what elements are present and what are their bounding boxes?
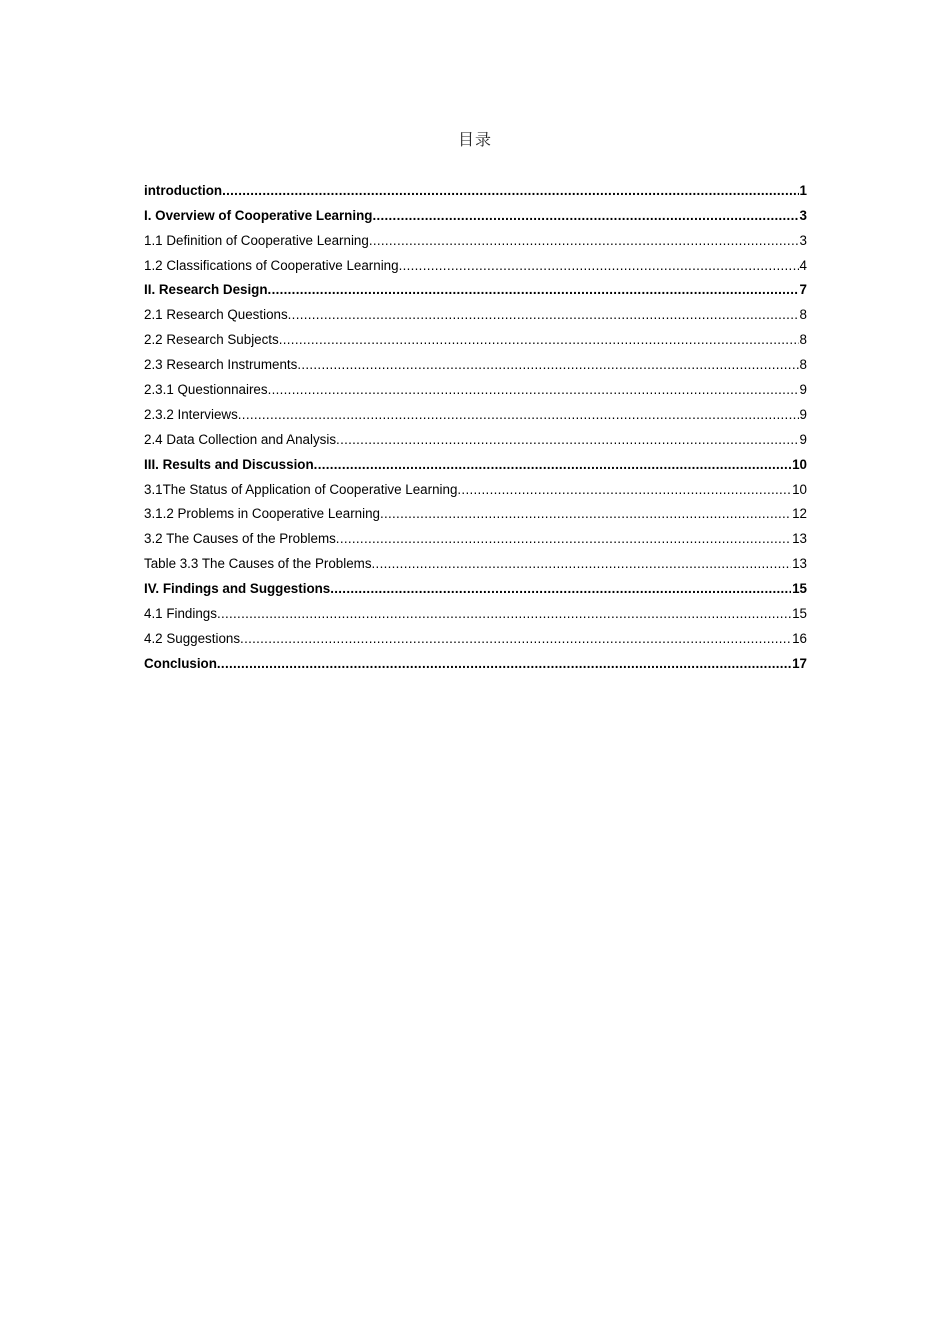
toc-entry-page-number: 4 xyxy=(799,257,807,273)
toc-entry-page-number: 13 xyxy=(792,556,807,572)
toc-entry-page-number: 7 xyxy=(799,282,807,298)
toc-entry-label: 3.1.2 Problems in Cooperative Learning xyxy=(144,506,380,522)
toc-entry[interactable] xyxy=(144,325,807,350)
toc-entry[interactable] xyxy=(144,276,807,301)
toc-entry-label: III. Results and Discussion xyxy=(144,456,314,472)
toc-entry[interactable] xyxy=(144,400,807,425)
toc-leader-dots xyxy=(336,529,791,549)
toc-entry[interactable] xyxy=(144,300,807,325)
toc-entry-page-number: 9 xyxy=(799,406,807,422)
toc-entry-label: introduction xyxy=(144,182,223,198)
toc-entry-page-number: 9 xyxy=(799,431,807,447)
toc-entry[interactable] xyxy=(144,574,807,599)
toc-entry-page-number: 3 xyxy=(799,207,807,223)
toc-entry-label: 2.4 Data Collection and Analysis xyxy=(144,431,337,447)
toc-entry-label: II. Research Design xyxy=(144,282,268,298)
toc-leader-dots xyxy=(336,430,799,450)
toc-entry[interactable] xyxy=(144,649,807,674)
toc-entry[interactable] xyxy=(144,624,807,649)
toc-entry-page-number: 8 xyxy=(799,332,807,348)
toc-entry-label: 4.1 Findings xyxy=(144,606,217,622)
toc-leader-dots xyxy=(372,206,798,226)
toc-leader-dots xyxy=(372,554,792,574)
toc-leader-dots xyxy=(288,305,799,325)
toc-entry-page-number: 9 xyxy=(799,382,807,398)
toc-entry[interactable] xyxy=(144,251,807,276)
toc-entry-page-number: 1 xyxy=(799,182,807,198)
toc-leader-dots xyxy=(217,604,791,624)
toc-entry-label: 2.3.1 Questionnaires xyxy=(144,382,268,398)
toc-leader-dots xyxy=(330,579,791,599)
toc-entry[interactable] xyxy=(144,524,807,549)
toc-entry-page-number: 15 xyxy=(792,606,807,622)
toc-leader-dots xyxy=(314,455,791,475)
toc-entry-label: 1.2 Classifications of Cooperative Learning xyxy=(144,257,399,273)
toc-entry-label: IV. Findings and Suggestions xyxy=(144,581,331,597)
toc-entry-page-number: 10 xyxy=(792,456,807,472)
toc-entry-page-number: 8 xyxy=(799,307,807,323)
toc-entry-page-number: 17 xyxy=(792,655,807,671)
toc-leader-dots xyxy=(457,480,791,500)
toc-entry[interactable] xyxy=(144,425,807,450)
toc-entry-label: 2.1 Research Questions xyxy=(144,307,288,323)
toc-leader-dots xyxy=(240,629,791,649)
toc-entry-page-number: 10 xyxy=(792,481,807,497)
table-of-contents xyxy=(144,176,807,674)
toc-entry-label: I. Overview of Cooperative Learning xyxy=(144,207,373,223)
toc-entry-page-number: 13 xyxy=(792,531,807,547)
toc-leader-dots xyxy=(399,256,799,276)
toc-entry[interactable] xyxy=(144,500,807,525)
toc-leader-dots xyxy=(380,504,791,524)
toc-entry[interactable] xyxy=(144,599,807,624)
toc-entry-page-number: 8 xyxy=(799,357,807,373)
toc-entry[interactable] xyxy=(144,549,807,574)
toc-entry[interactable] xyxy=(144,375,807,400)
toc-entry-page-number: 12 xyxy=(792,506,807,522)
toc-entry-page-number: 3 xyxy=(799,232,807,248)
toc-leader-dots xyxy=(268,280,799,300)
toc-entry-label: 1.1 Definition of Cooperative Learning xyxy=(144,232,369,248)
toc-entry[interactable] xyxy=(144,201,807,226)
toc-entry-label: 4.2 Suggestions xyxy=(144,630,241,646)
toc-leader-dots xyxy=(268,380,799,400)
toc-entry-page-number: 16 xyxy=(792,630,807,646)
toc-entry[interactable] xyxy=(144,176,807,201)
toc-leader-dots xyxy=(217,654,791,674)
toc-entry-label: Table 3.3 The Causes of the Problems xyxy=(144,556,372,572)
toc-entry-label: Conclusion xyxy=(144,655,217,671)
toc-leader-dots xyxy=(238,405,799,425)
toc-entry-label: 2.3.2 Interviews xyxy=(144,406,238,422)
toc-leader-dots xyxy=(297,355,798,375)
toc-entry-label: 3.1The Status of Application of Cooperative Learning xyxy=(144,481,458,497)
toc-leader-dots xyxy=(279,330,799,350)
toc-entry[interactable] xyxy=(144,475,807,500)
toc-entry[interactable] xyxy=(144,350,807,375)
toc-entry-label: 2.3 Research Instruments xyxy=(144,357,298,373)
toc-leader-dots xyxy=(222,181,798,201)
toc-entry-label: 2.2 Research Subjects xyxy=(144,332,279,348)
toc-entry[interactable] xyxy=(144,226,807,251)
toc-leader-dots xyxy=(369,231,799,251)
toc-entry-page-number: 15 xyxy=(792,581,807,597)
toc-entry-label: 3.2 The Causes of the Problems xyxy=(144,531,336,547)
toc-entry[interactable] xyxy=(144,450,807,475)
toc-title: 目录 xyxy=(457,130,492,149)
